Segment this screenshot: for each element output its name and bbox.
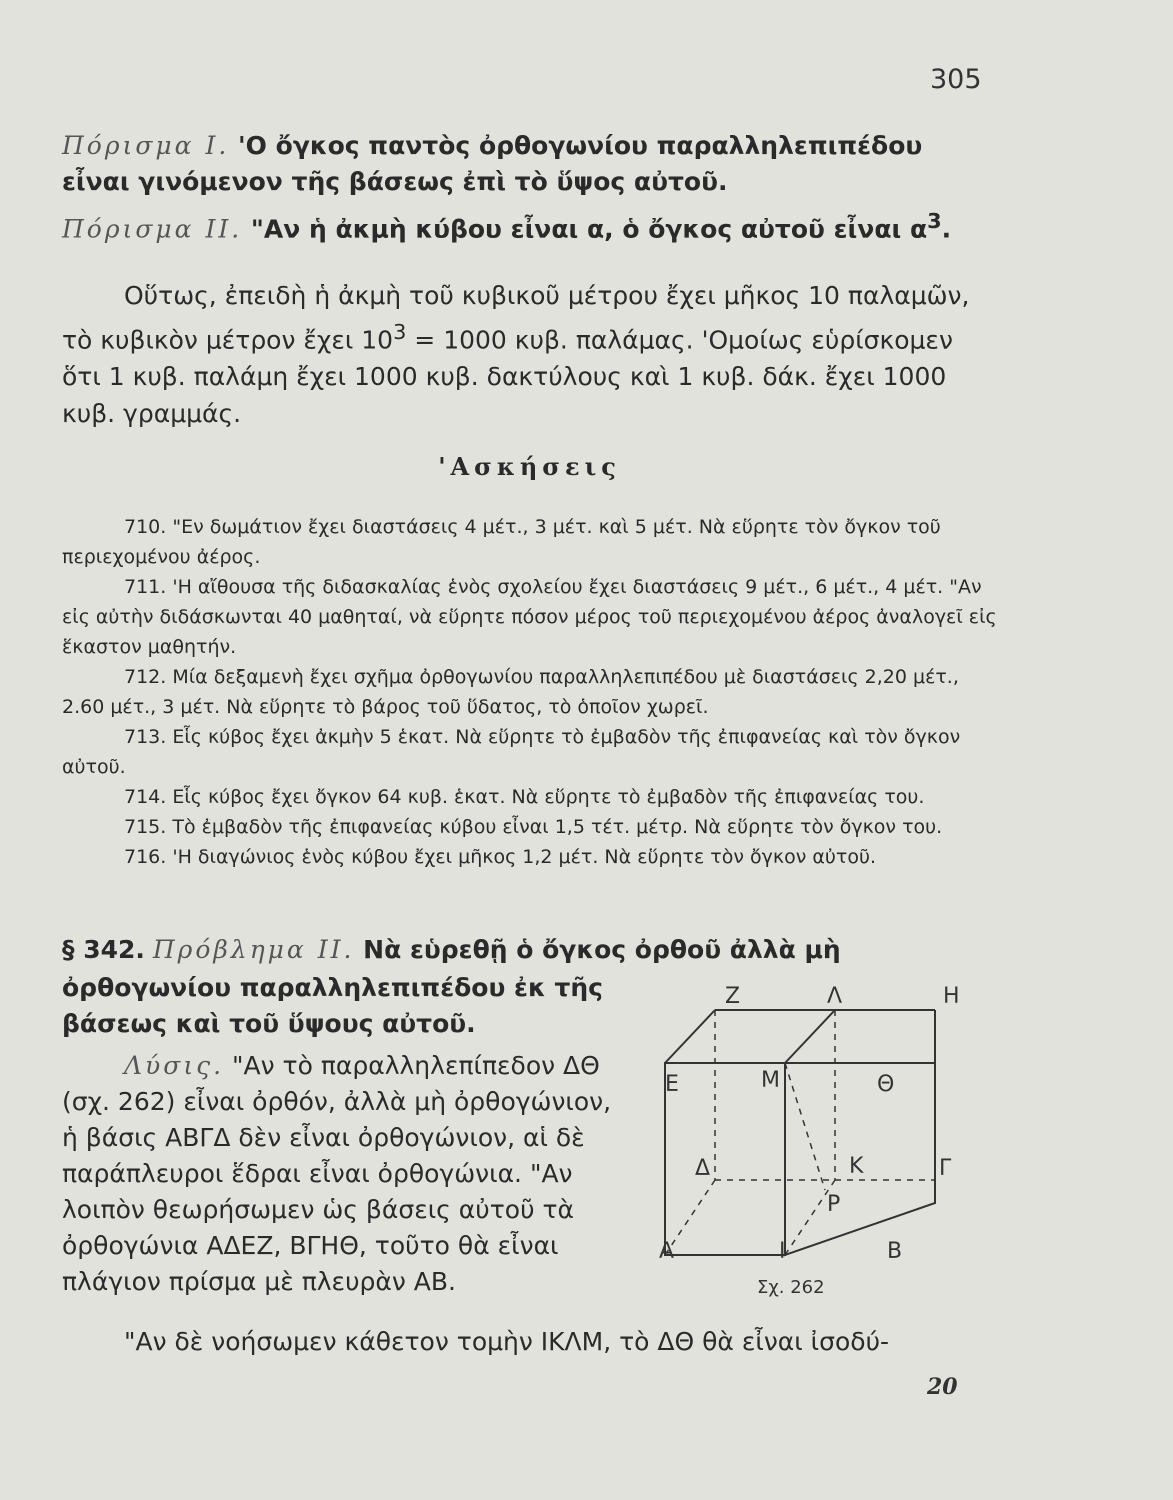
porisma-2-exponent: 3 — [927, 209, 942, 233]
section-342-heading — [62, 932, 997, 968]
paragraph-exponent: 3 — [393, 320, 407, 344]
label-A: Α — [659, 1239, 675, 1264]
hidden-edge-MP — [785, 1063, 825, 1190]
label-K: Κ — [849, 1154, 864, 1179]
label-D: Δ — [695, 1156, 711, 1181]
porisma-1-label: Πόρισμα Ι. — [62, 131, 230, 160]
label-E: Ε — [665, 1072, 679, 1097]
label-M: Μ — [761, 1068, 780, 1093]
solution-text: "Αν τὸ παραλληλεπίπεδον ΔΘ (σχ. 262) εἶναι ὀρθόν, ἀλλὰ μὴ ὀρθογώνιον, ἡ βάσις ΑΒΓΔ δὲν εἶναι ὀρθογώνιον, αἱ δὲ παράπλευροι ἕδραι εἶναι ὀρθογώνια. "Αν λοιπὸν θεωρήσωμεν ὡς βάσεις αὐτοῦ τὰ ὀρθογώνια ΑΔΕΖ, ΒΓΗΘ, τοῦτο θὰ εἶναι πλάγιον πρίσμα μὲ πλευρὰν ΑΒ. — [62, 1051, 612, 1296]
solution-label: Λύσις. — [124, 1051, 225, 1080]
parallelepiped-diagram — [645, 975, 990, 1305]
exercise-711: 711. 'Η αἴθουσα τῆς διδασκαλίας ἑνὸς σχολείου ἔχει διαστάσεις 9 μέτ., 6 μέτ., 4 μέτ. "Αν εἰς αὐτὴν διδάσκωνται 40 μαθηταί, νὰ εὕρητε πόσον μέρος τοῦ περιεχομένου ἀέρος ἀναλογεῖ εἰς ἕκαστον μαθητήν. — [62, 576, 997, 658]
section-number: § 342. — [62, 935, 145, 964]
exercise-715: 715. Τὸ ἐμβαδὸν τῆς ἐπιφανείας κύβου εἶναι 1,5 τέτ. μέτρ. Νὰ εὕρητε τὸν ὄγκον του. — [124, 816, 943, 838]
label-Z: Z — [725, 984, 741, 1009]
problem-title-line1: Νὰ εὑρεθῇ ὁ ὄγκος ὀρθοῦ ἀλλὰ μὴ — [354, 935, 841, 964]
figure-262 — [645, 975, 990, 1305]
porisma-1 — [62, 128, 997, 200]
edge-M-L — [785, 1010, 835, 1063]
solution-paragraph — [62, 1048, 632, 1300]
porisma-2-end: . — [941, 214, 952, 244]
porisma-2-text: "Αν ἡ ἀκμὴ κύβου εἶναι α, ὁ ὄγκος αὐτοῦ εἶναι α — [242, 214, 928, 244]
label-I: Ι — [779, 1239, 786, 1264]
last-line: "Αν δὲ νοήσωμεν κάθετον τομὴν ΙΚΛΜ, τὸ ΔΘ θὰ εἶναι ἰσοδύ- — [124, 1327, 890, 1356]
problem-label: Πρόβλημα ΙΙ. — [152, 935, 355, 964]
label-B: Β — [887, 1239, 903, 1264]
problem-title-rest: ὀρθογωνίου παραλληλεπιπέδου ἐκ τῆς βάσεως καὶ τοῦ ὕψους αὐτοῦ. — [62, 973, 604, 1038]
exercises-list — [62, 512, 997, 872]
label-P: Ρ — [827, 1192, 841, 1217]
label-G: Γ — [939, 1156, 952, 1181]
page-number: 305 — [930, 64, 982, 95]
exercises-heading: 'Ασκήσεις — [438, 452, 621, 481]
exercise-714: 714. Εἷς κύβος ἔχει ὄγκον 64 κυβ. ἑκατ. Νὰ εὕρητε τὸ ἐμβαδὸν τῆς ἐπιφανείας του. — [124, 786, 925, 808]
paragraph-part-2: = 1000 κυβ. παλάμας. 'Ομοίως εὑρίσκομεν ὅτι 1 κυβ. παλάμη ἔχει 1000 κυβ. δακτύλους καὶ 1 κυβ. δάκ. ἔχει 1000 κυβ. γραμμάς. — [62, 325, 953, 429]
signature-mark: 20 — [927, 1374, 958, 1400]
edge-EZ — [665, 1010, 715, 1063]
label-Th: Θ — [877, 1072, 895, 1097]
paragraph-part-1: Οὕτως, ἐπειδὴ ἡ ἀκμὴ τοῦ κυβικοῦ μέτρου ἔχει μῆκος 10 παλαμῶν, τὸ κυβικὸν μέτρον ἔχει 10 — [62, 281, 970, 355]
label-H: Η — [943, 984, 960, 1009]
exercise-710: 710. "Εν δωμάτιον ἔχει διαστάσεις 4 μέτ., 3 μέτ. καὶ 5 μέτ. Νὰ εὕρητε τὸν ὄγκον τοῦ περιεχομένου ἀέρος. — [62, 516, 941, 568]
exercise-716: 716. 'Η διαγώνιος ἑνὸς κύβου ἔχει μῆκος 1,2 μέτ. Νὰ εὕρητε τὸν ὄγκον αὐτοῦ. — [124, 846, 876, 868]
porisma-1-text: 'Ο ὄγκος παντὸς ὀρθογωνίου παραλληλεπιπέδου εἶναι γινόμενον τῆς βάσεως ἐπὶ τὸ ὕψος αὐτοῦ. — [62, 131, 923, 196]
example-paragraph — [62, 277, 997, 432]
exercise-712: 712. Μία δεξαμενὴ ἔχει σχῆμα ὀρθογωνίου παραλληλεπιπέδου μὲ διαστάσεις 2,20 μέτ., 2.60 μέτ., 3 μέτ. Νὰ εὕρητε τὸ βάρος τοῦ ὕδατος, τὸ ὁποῖον χωρεῖ. — [62, 666, 959, 718]
exercise-713: 713. Εἷς κύβος ἔχει ἀκμὴν 5 ἑκατ. Νὰ εὕρητε τὸ ἐμβαδὸν τῆς ἐπιφανείας καὶ τὸν ὄγκον αὐτοῦ. — [62, 726, 961, 778]
porisma-2-label: Πόρισμα ΙΙ. — [62, 214, 243, 244]
porisma-2 — [62, 203, 997, 247]
figure-caption: Σχ. 262 — [757, 1277, 825, 1298]
label-L: Λ — [827, 984, 843, 1009]
